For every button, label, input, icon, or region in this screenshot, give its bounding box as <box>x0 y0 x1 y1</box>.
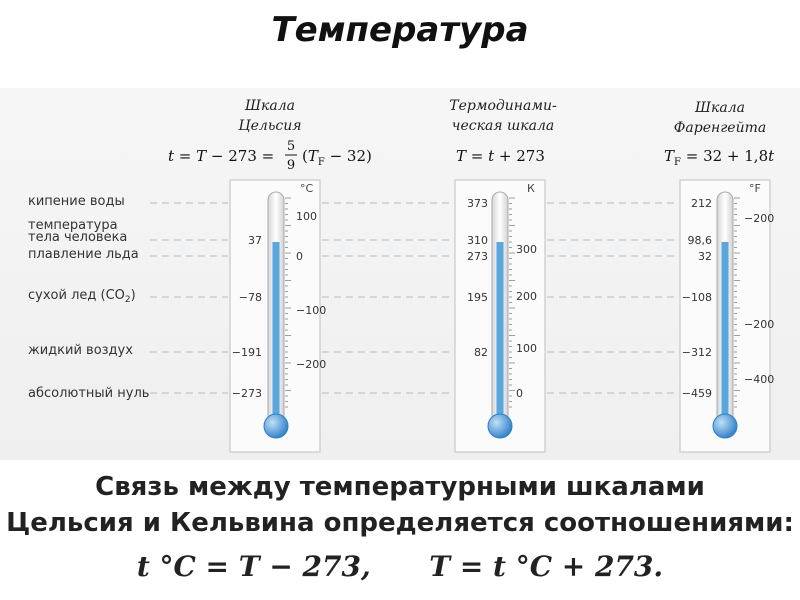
celsius-name-line1: Шкала <box>245 98 295 114</box>
celsius-point-value: −191 <box>231 346 262 359</box>
fahrenheit-point-value: −312 <box>681 346 712 359</box>
celsius-thermometer <box>230 180 326 452</box>
fahrenheit-tick-label: −200 <box>744 318 775 331</box>
footer-formula-b: T = t °C + 273. <box>429 550 664 583</box>
kelvin-name-line2: ческая шкала <box>451 118 555 134</box>
celsius-point-value: −273 <box>231 387 262 400</box>
celsius-formula-right: $(T_F - 32)$ <box>302 147 372 168</box>
celsius-formula-fraction-num: 5 <box>286 139 296 154</box>
kelvin-point-value: 195 <box>467 291 488 304</box>
fahrenheit-name-line2: Фаренгейта <box>673 120 767 136</box>
point-label-body-line1: температура <box>28 218 118 233</box>
fahrenheit-point-value: −459 <box>681 387 712 400</box>
celsius-name-line2: Цельсия <box>238 118 302 134</box>
kelvin-formula: T = t + 273 <box>456 147 545 165</box>
celsius-tick-label: −100 <box>296 304 327 317</box>
celsius-tick-label: 0 <box>296 250 303 263</box>
fahrenheit-mercury <box>722 242 729 424</box>
kelvin-tick-label: 200 <box>516 290 537 303</box>
kelvin-point-value: 273 <box>467 250 488 263</box>
celsius-point-value: −78 <box>238 291 262 304</box>
fahrenheit-point-value: 32 <box>698 250 712 263</box>
footer-formula-a: t °C = T − 273, <box>136 550 371 583</box>
kelvin-mercury <box>497 242 504 424</box>
kelvin-tick-label: 300 <box>516 243 537 256</box>
fahrenheit-formula: $T_F = 32 + 1,8t$ <box>664 147 775 168</box>
fahrenheit-tick-label: −400 <box>744 373 775 386</box>
celsius-tick-label: 100 <box>296 210 317 223</box>
fahrenheit-name-line1: Шкала <box>695 100 745 116</box>
celsius-mercury <box>273 242 280 424</box>
footer-line-2: Цельсия и Кельвина определяется соотношениями: <box>6 508 794 538</box>
kelvin-thermometer <box>455 180 545 452</box>
kelvin-point-value: 373 <box>467 197 488 210</box>
point-label-boiling: кипение воды <box>28 194 125 209</box>
kelvin-tick-label: 100 <box>516 342 537 355</box>
celsius-point-value: 37 <box>248 234 262 247</box>
footer-formulas <box>0 550 800 583</box>
kelvin-bulb <box>488 414 512 438</box>
page-title: Температура <box>271 10 529 50</box>
kelvin-name-line1: Термодинами- <box>449 98 557 114</box>
point-label-body-line2: тела человека <box>28 230 128 245</box>
celsius-formula-left: t = T − 273 = <box>168 147 275 165</box>
fahrenheit-thermometer <box>680 180 774 452</box>
fahrenheit-point-value: 212 <box>691 197 712 210</box>
footer-line-1: Связь между температурными шкалами <box>95 472 705 502</box>
celsius-bulb <box>264 414 288 438</box>
point-label-liquid-air: жидкий воздух <box>28 343 133 358</box>
kelvin-unit-label: К <box>527 182 535 195</box>
celsius-tick-label: −200 <box>296 358 327 371</box>
kelvin-point-value: 82 <box>474 346 488 359</box>
thermometer-diagram <box>0 88 800 460</box>
point-label-melting: плавление льда <box>28 247 139 262</box>
fahrenheit-point-value: 98,6 <box>687 234 712 247</box>
fahrenheit-bulb <box>713 414 737 438</box>
celsius-formula-fraction-den: 9 <box>286 158 296 173</box>
fahrenheit-unit-label: °F <box>749 182 761 195</box>
fahrenheit-tick-label: −200 <box>744 212 775 225</box>
point-label-absolute-zero: абсолютный нуль <box>28 386 150 401</box>
kelvin-point-value: 310 <box>467 234 488 247</box>
fahrenheit-point-value: −108 <box>681 291 712 304</box>
kelvin-tick-label: 0 <box>516 387 523 400</box>
celsius-unit-label: °C <box>300 182 314 195</box>
point-label-dry-ice: сухой лед $(CO_2)$ <box>28 288 136 305</box>
